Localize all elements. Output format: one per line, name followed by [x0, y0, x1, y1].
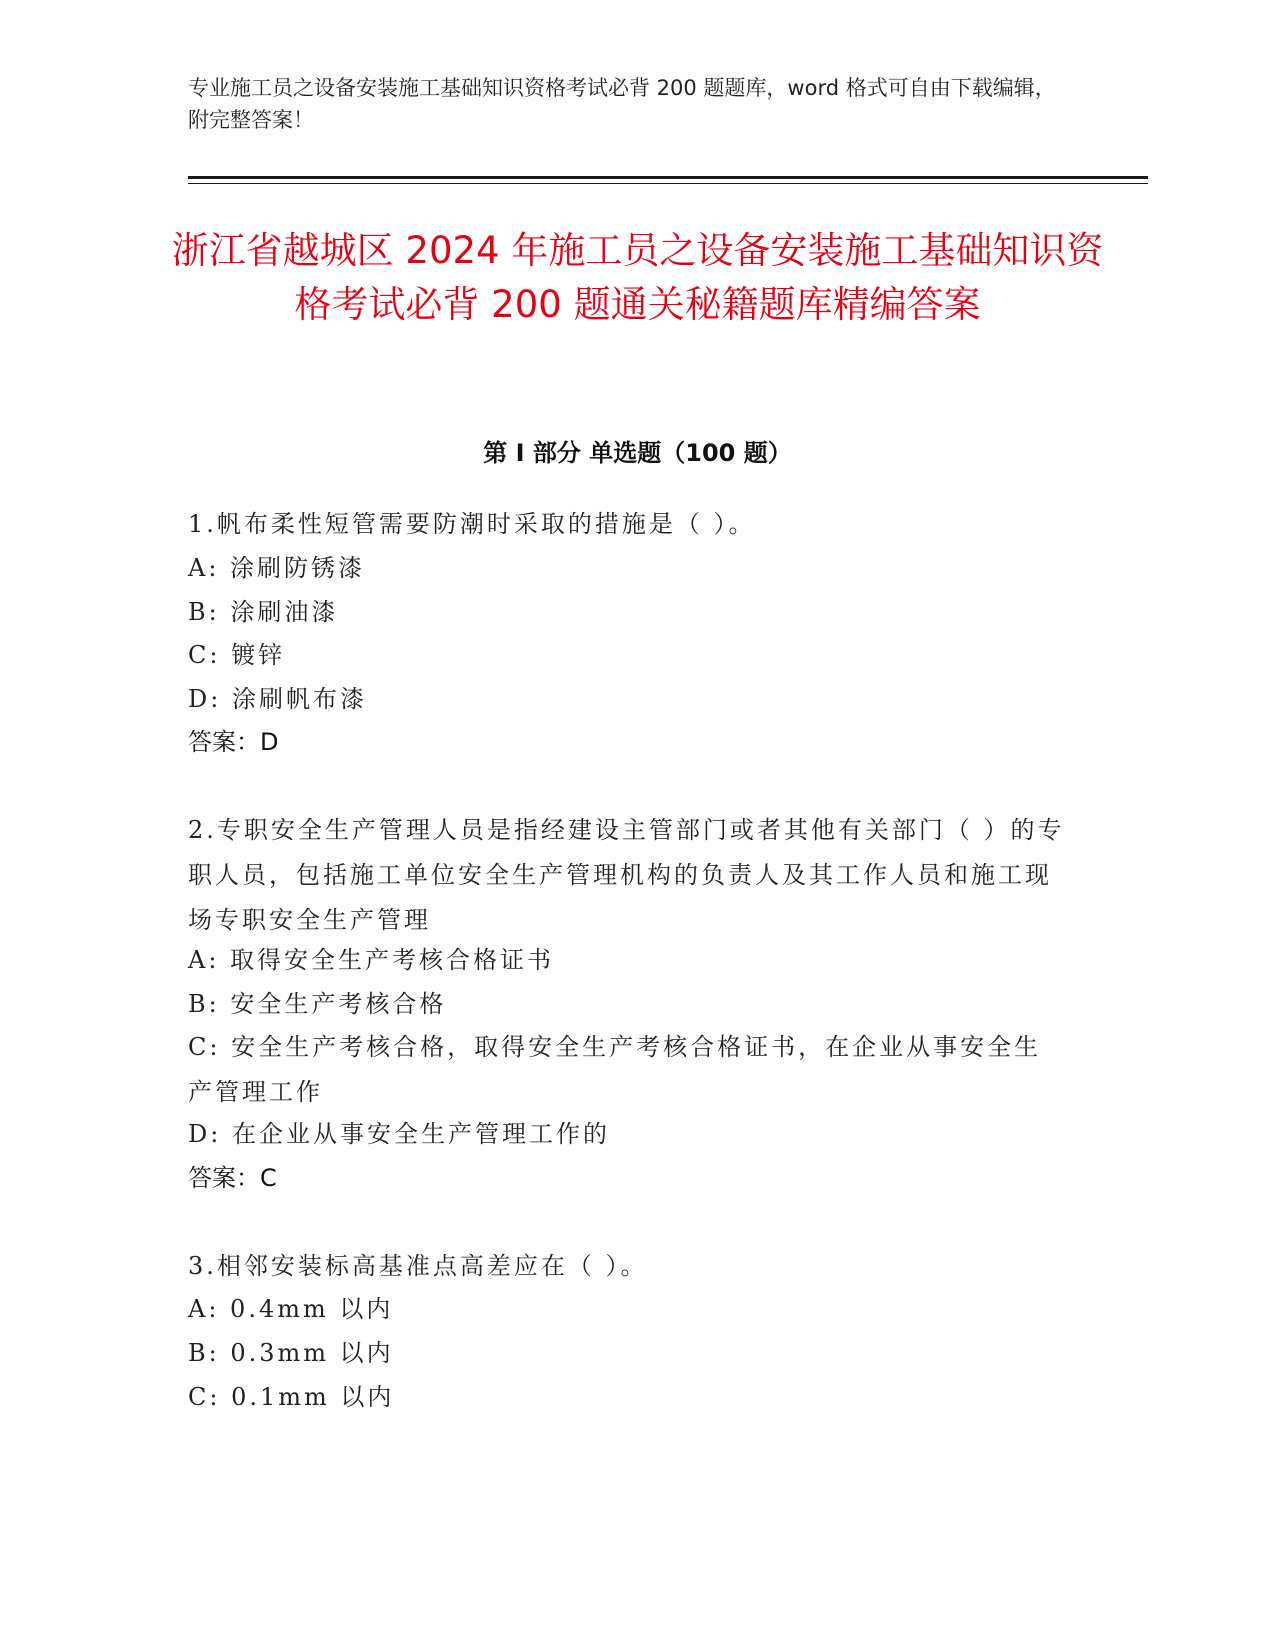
- question-1-option-d: D: 涂刷帆布漆: [188, 685, 367, 713]
- question-1-answer: 答案：D: [188, 728, 279, 756]
- header-rule-thick: [188, 176, 1148, 179]
- question-2-option-a: A: 取得安全生产考核合格证书: [188, 946, 555, 974]
- question-3-text: 3.相邻安装标高基准点高差应在（ ）。: [188, 1252, 648, 1280]
- question-3-option-a: A: 0.4mm 以内: [188, 1295, 394, 1323]
- question-1-option-b: B: 涂刷油漆: [188, 598, 339, 626]
- header-rule-thin: [188, 183, 1148, 184]
- header-note: 专业施工员之设备安装施工基础知识资格考试必背 200 题题库，word 格式可自由下载编辑，附完整答案！: [188, 76, 1056, 132]
- question-3-option-b: B: 0.3mm 以内: [188, 1339, 394, 1367]
- question-1-text: 1.帆布柔性短管需要防潮时采取的措施是（ ）。: [188, 510, 756, 538]
- section-title: 第 I 部分 单选题（100 题）: [483, 439, 792, 467]
- question-2-text: 2.专职安全生产管理人员是指经建设主管部门或者其他有关部门（ ）的专职人员，包括施工单位安全生产管理机构的负责人及其工作人员和施工现场专职安全生产管理: [188, 816, 1065, 934]
- question-2-option-d: D: 在企业从事安全生产管理工作的: [188, 1120, 610, 1148]
- question-1-option-a: A: 涂刷防锈漆: [188, 554, 366, 582]
- document-title: 浙江省越城区 2024 年施工员之设备安装施工基础知识资格考试必背 200 题通关秘籍题库精编答案: [171, 229, 1104, 326]
- question-2-option-c: C: 安全生产考核合格，取得安全生产考核合格证书，在企业从事安全生产管理工作: [188, 1033, 1042, 1106]
- question-3-option-c: C: 0.1mm 以内: [188, 1383, 395, 1411]
- question-2-answer: 答案：C: [188, 1164, 277, 1192]
- question-1-option-c: C: 镀锌: [188, 641, 286, 669]
- question-2-option-b: B: 安全生产考核合格: [188, 990, 447, 1018]
